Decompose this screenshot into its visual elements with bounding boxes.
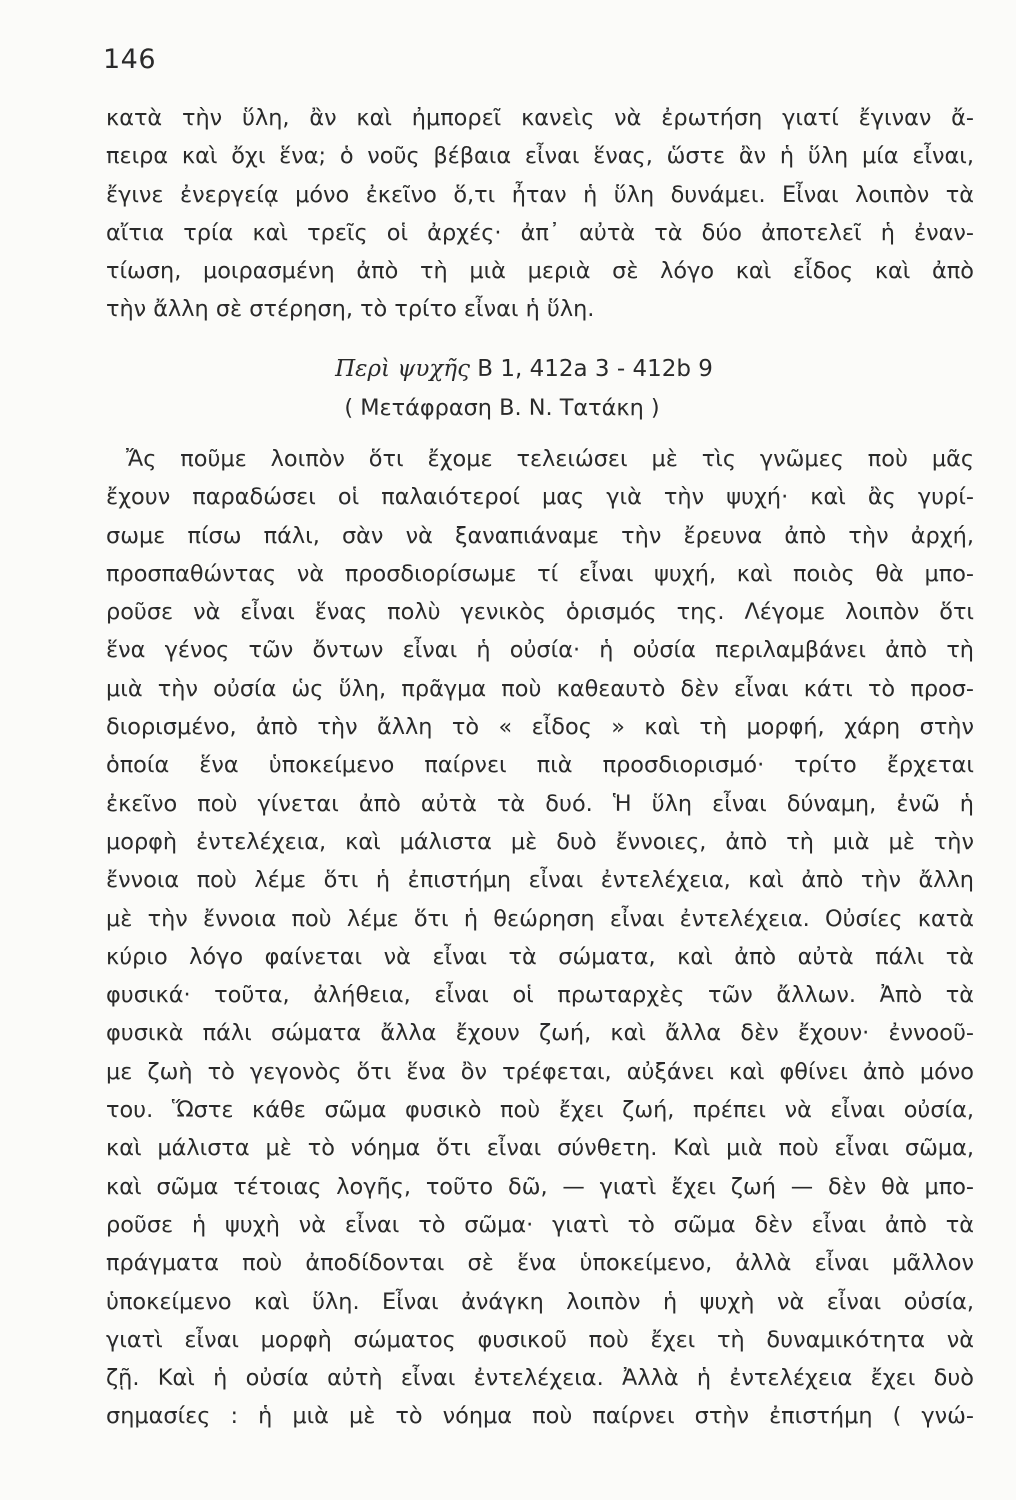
text-line: γιατὶ εἶναι μορφὴ σώματος φυσικοῦ ποὺ ἔχει τὴ δυναμικότητα νὰ <box>106 1326 974 1353</box>
text-line: σωμε πίσω πάλι, σὰν νὰ ξαναπιάναμε τὴν ἔρευνα ἀπὸ τὴν ἀρχή, <box>106 522 974 549</box>
text-line: κατὰ τὴν ὕλη, ἂν καὶ ἠμπορεῖ κανεὶς νὰ ἐρωτήση γιατί ἔγιναν ἄ- <box>106 105 974 131</box>
page-number: 146 <box>103 44 157 75</box>
text-line: ροῦσε ἡ ψυχὴ νὰ εἶναι τὸ σῶμα· γιατὶ τὸ σῶμα δὲν εἶναι ἀπὸ τὰ <box>106 1211 974 1238</box>
text-line: μιὰ τὴν οὐσία ὡς ὕλη, πρᾶγμα ποὺ καθεαυτὸ δὲν εἶναι κάτι τὸ προσ- <box>106 675 974 702</box>
text-line: με ζωὴ τὸ γεγονὸς ὅτι ἕνα ὂν τρέφεται, αὐξάνει καὶ φθίνει ἀπὸ μόνο <box>106 1058 974 1085</box>
text-line: τὴν ἄλλη σὲ στέρηση, τὸ τρίτο εἶναι ἡ ὕλη. <box>106 296 595 323</box>
text-line: ἔννοια ποὺ λέμε ὅτι ἡ ἐπιστήμη εἶναι ἐντελέχεια, καὶ ἀπὸ τὴν ἄλλη <box>106 867 974 894</box>
text-line: καὶ μάλιστα μὲ τὸ νόημα ὅτι εἶναι σύνθετη. Καὶ μιὰ ποὺ εἶναι σῶμα, <box>106 1135 974 1162</box>
source-title: Περὶ ψυχῆς <box>335 356 470 382</box>
source-reference <box>16 356 1016 382</box>
text-line: ζῇ. Καὶ ἡ οὐσία αὐτὴ εἶναι ἐντελέχεια. Ἀλλὰ ἡ ἐντελέχεια ἔχει δυὸ <box>106 1365 974 1392</box>
text-line: Ἄς ποῦμε λοιπὸν ὅτι ἔχομε τελειώσει μὲ τὶς γνῶμες ποὺ μᾶς <box>126 446 974 472</box>
text-line: σημασίες : ἡ μιὰ μὲ τὸ νόημα ποὺ παίρνει στὴν ἐπιστήμη ( γνώ- <box>106 1403 974 1430</box>
body-paragraph <box>106 440 974 1436</box>
text-line: του. Ὥστε κάθε σῶμα φυσικὸ ποὺ ἔχει ζωή, πρέπει νὰ εἶναι οὐσία, <box>106 1097 974 1124</box>
intro-paragraph <box>106 99 974 329</box>
text-line: μορφὴ ἐντελέχεια, καὶ μάλιστα μὲ δυὸ ἔννοιες, ἀπὸ τὴ μιὰ μὲ τὴν <box>106 828 974 855</box>
text-line: προσπαθώντας νὰ προσδιορίσωμε τί εἶναι ψυχή, καὶ ποιὸς θὰ μπο- <box>106 560 974 587</box>
text-line: τίωση, μοιρασμένη ἀπὸ τὴ μιὰ μεριὰ σὲ λόγο καὶ εἶδος καὶ ἀπὸ <box>106 258 974 285</box>
text-line: κύριο λόγο φαίνεται νὰ εἶναι τὰ σώματα, καὶ ἀπὸ αὐτὰ πάλι τὰ <box>106 943 974 970</box>
text-line: καὶ σῶμα τέτοιας λογῆς, τοῦτο δῶ, — γιατὶ ἔχει ζωή — δὲν θὰ μπο- <box>106 1173 974 1200</box>
text-line: φυσικά· τοῦτα, ἀλήθεια, εἶναι οἱ πρωταρχὲς τῶν ἄλλων. Ἀπὸ τὰ <box>106 982 974 1009</box>
source-citation: Β 1, 412a 3 - 412b 9 <box>477 356 713 382</box>
text-line: μὲ τὴν ἔννοια ποὺ λέμε ὅτι ἡ θεώρηση εἶναι ἐντελέχεια. Οὐσίες κατὰ <box>106 905 974 932</box>
text-line: πράγματα ποὺ ἀποδίδονται σὲ ἕνα ὑποκείμενο, ἀλλὰ εἶναι μᾶλλον <box>106 1250 974 1277</box>
text-line: ἐκεῖνο ποὺ γίνεται ἀπὸ αὐτὰ τὰ δυό. Ἡ ὕλη εἶναι δύναμη, ἐνῶ ἡ <box>106 790 974 817</box>
text-line: αἴτια τρία καὶ τρεῖς οἱ ἀρχές· ἀπ᾽ αὐτὰ τὰ δύο ἀποτελεῖ ἡ ἐναν- <box>106 219 974 246</box>
text-line: διορισμένο, ἀπὸ τὴν ἄλλη τὸ « εἶδος » καὶ τὴ μορφή, χάρη στὴν <box>106 714 974 741</box>
source-translation: ( Μετάφραση Β. Ν. Τατάκη ) <box>344 395 660 421</box>
text-line: ἔγινε ἐνεργείᾳ μόνο ἐκεῖνο ὅ,τι ἦταν ἡ ὕλη δυνάμει. Εἶναι λοιπὸν τὰ <box>106 181 974 208</box>
text-line: φυσικὰ πάλι σώματα ἄλλα ἔχουν ζωή, καὶ ἄλλα δὲν ἔχουν· ἐννοοῦ- <box>106 1020 974 1047</box>
text-line: ὑποκείμενο καὶ ὕλη. Εἶναι ἀνάγκη λοιπὸν ἡ ψυχὴ νὰ εἶναι οὐσία, <box>106 1288 974 1315</box>
text-line: ἔχουν παραδώσει οἱ παλαιότεροί μας γιὰ τὴν ψυχή· καὶ ἂς γυρί- <box>106 484 974 511</box>
text-line: ροῦσε νὰ εἶναι ἕνας πολὺ γενικὸς ὁρισμός της. Λέγομε λοιπὸν ὅτι <box>106 599 974 626</box>
text-line: ἕνα γένος τῶν ὄντων εἶναι ἡ οὐσία· ἡ οὐσία περιλαμβάνει ἀπὸ τὴ <box>106 637 974 664</box>
text-line: ὁποία ἕνα ὑποκείμενο παίρνει πιὰ προσδιορισμό· τρίτο ἔρχεται <box>106 752 974 779</box>
text-line: πειρα καὶ ὄχι ἕνα; ὁ νοῦς βέβαια εἶναι ἕνας, ὥστε ἂν ἡ ὕλη μία εἶναι, <box>106 143 974 170</box>
